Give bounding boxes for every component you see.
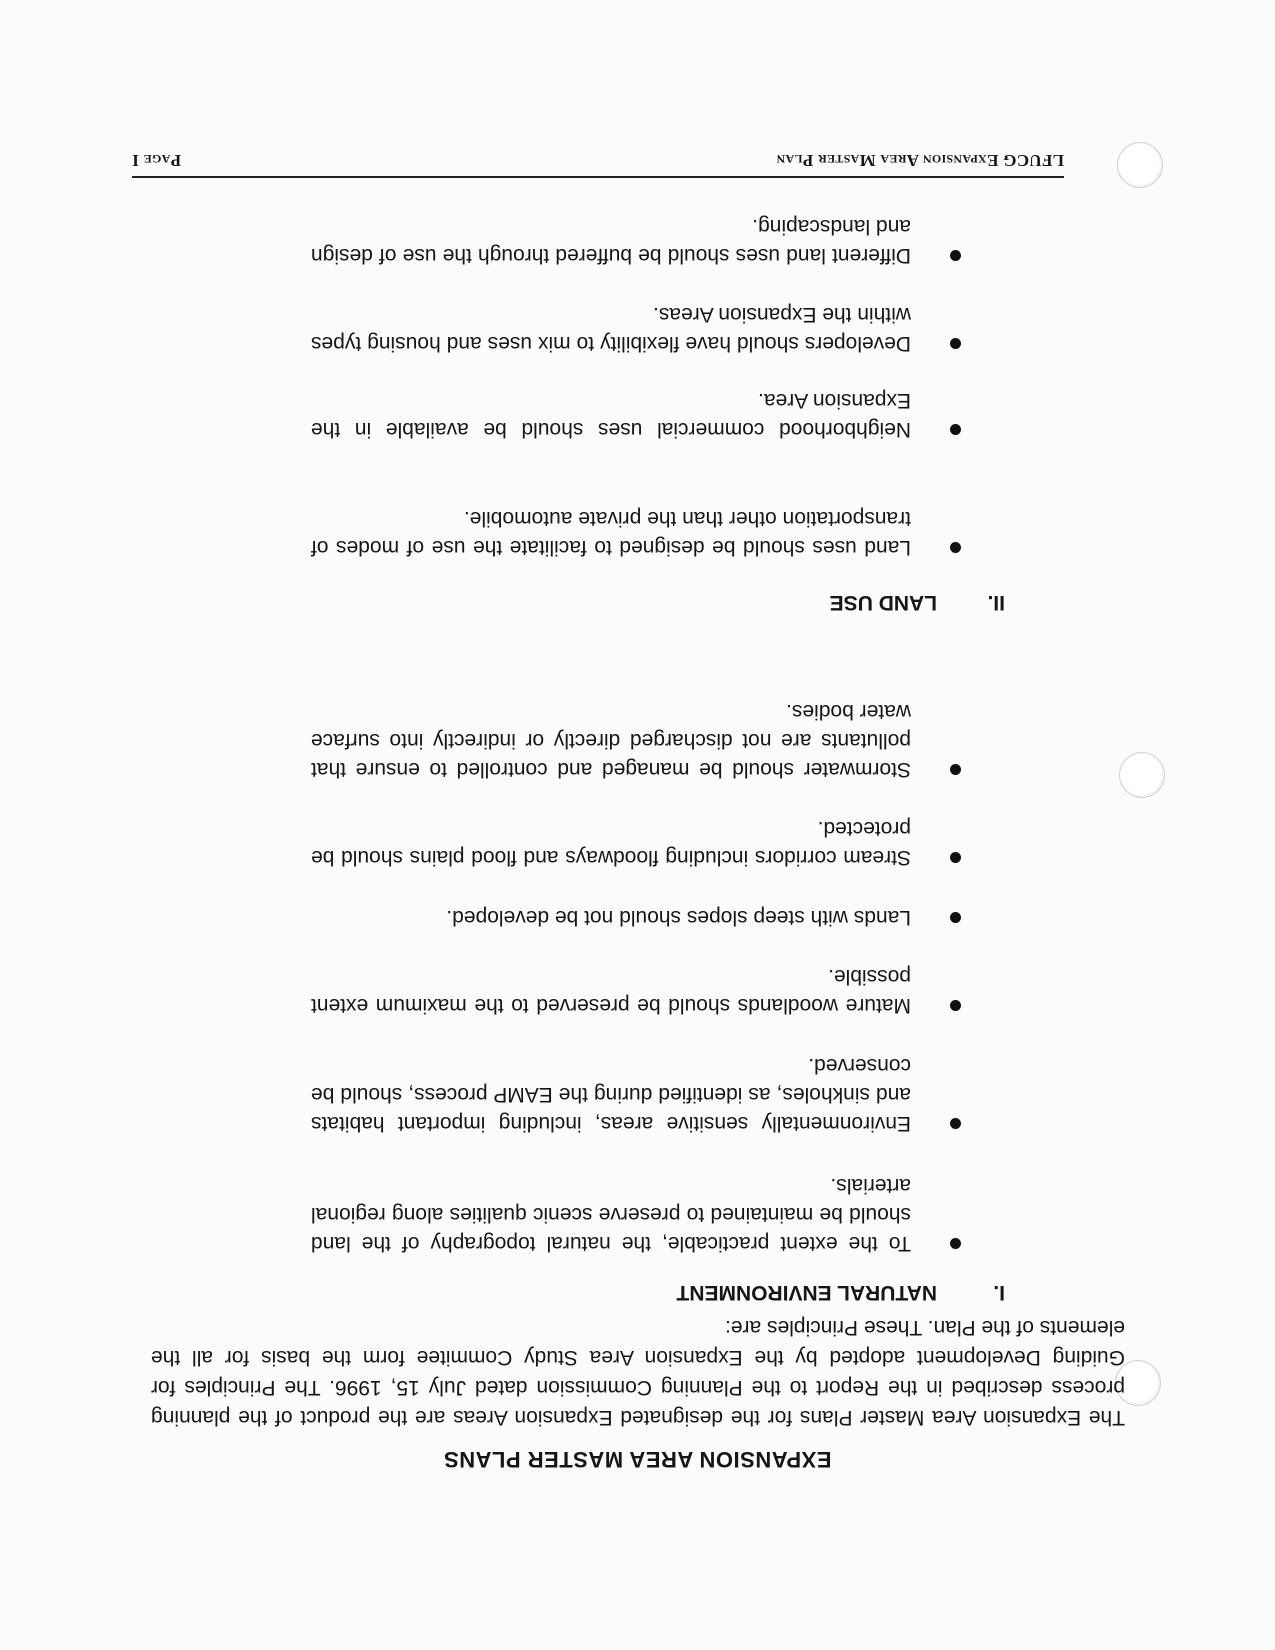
list-item [291,903,911,932]
section-heading-natural-environment [676,1280,1005,1304]
list-item [291,1051,911,1138]
list-item-text: Land uses should be designed to facilitate the use of modes of transportation other than the private automobile. [311,507,911,559]
bullet-icon [950,1118,961,1129]
list-item [291,1171,911,1258]
bullet-icon [950,852,961,863]
list-item [291,212,911,270]
section-title: LAND USE [829,591,937,614]
list-item-text: Neighborhood commercial uses should be available in the Expansion Area. [311,389,911,441]
list-item-text: Stream corridors including floodways and flood plains should be protected. [311,817,911,869]
punch-hole-bottom [1117,142,1163,188]
section-heading-land-use [830,590,1005,614]
intro-paragraph: The Expansion Area Master Plans for the designated Expansion Areas are the product of the planning process described in the Report to the Planning Commission dated July 15, 1996. The Principles for Guiding Development adopted by the Expansion Area Study Commitee form the basis for all the elements of the Plan. These Principles are: [151,1316,1125,1429]
list-item [291,504,911,562]
bullet-icon [950,250,961,261]
list-item-text: To the extent practicable, the natural topography of the land should be maintained to preserve scenic qualities along regional arterials. [311,1174,911,1255]
list-item [291,300,911,358]
list-item-text: Lands with steep slopes should not be developed. [446,906,911,929]
section-title: NATURAL ENVIRONMENT [676,1281,937,1304]
bullet-icon [950,338,961,349]
bullet-icon [950,912,961,923]
list-item [291,962,911,1020]
header-rule [132,176,1064,178]
bullet-icon [950,1238,961,1249]
punch-hole-middle [1119,752,1165,798]
section-number: II. [987,591,1005,614]
page-number: Page I [132,151,182,170]
bullet-icon [950,1000,961,1011]
list-item [291,697,911,784]
list-item [291,814,911,872]
list-item-text: Mature woodlands should be preserved to the maximum extent possible. [311,965,911,1017]
section-number: I. [993,1281,1005,1304]
bullet-icon [950,764,961,775]
list-item-text: Stormwater should be managed and controlled to ensure that pollutants are not discharged directly or indirectly into surface water bodies. [311,700,911,781]
list-item-text: Developers should have flexibility to mix uses and housing types within the Expansion Areas. [311,303,911,355]
list-item [291,386,911,444]
document-title: EXPANSION AREA MASTER PLANS [443,1447,832,1472]
bullet-icon [950,424,961,435]
list-item-text: Different land uses should be buffered through the use of design and landscaping. [311,215,911,267]
running-header-title: LFUCG Expansion Area Master Plan [776,151,1064,170]
bullet-icon [950,542,961,553]
list-item-text: Environmentally sensitive areas, including important habitats and sinkholes, as identified during the EAMP process, should be conserved. [311,1054,911,1135]
